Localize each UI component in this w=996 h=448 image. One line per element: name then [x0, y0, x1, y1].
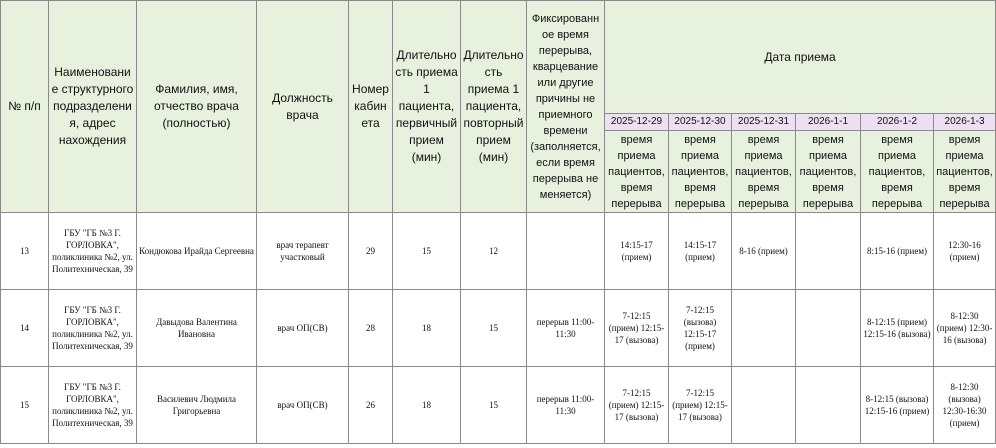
header-date-1[interactable]: 2025-12-29 [605, 114, 669, 131]
cell-date-1[interactable]: 14:15-17 (прием) [605, 213, 669, 290]
header-date-group[interactable]: Дата приема [605, 1, 996, 114]
header-date-5[interactable]: 2026-1-2 [861, 114, 934, 131]
table-row [1, 367, 996, 444]
cell-date-5[interactable]: 8-12:15 (прием) 12:15-16 (вызова) [861, 290, 934, 367]
header-sub-3[interactable]: время приема пациентов, время перерыва [732, 131, 796, 213]
header-dur-primary[interactable]: Длительность приема 1 пациента, первичный прием (мин) [393, 1, 461, 213]
header-sub-5[interactable]: время приема пациентов, время перерыва [861, 131, 934, 213]
header-sub-1[interactable]: время приема пациентов, время перерыва [605, 131, 669, 213]
cell-date-2[interactable]: 14:15-17 (прием) [669, 213, 732, 290]
cell-date-6[interactable]: 12:30-16 (прием) [934, 213, 996, 290]
cell-name[interactable]: Давыдова Валентина Ивановна [137, 290, 257, 367]
header-sub-6[interactable]: время приема пациентов, время перерыва [934, 131, 996, 213]
cell-date-4[interactable] [796, 213, 861, 290]
header-dept[interactable]: Наименование структурного подразделения, адрес нахождения [49, 1, 137, 213]
table-row [1, 213, 996, 290]
header-dur-repeat[interactable]: Длительность приема 1 пациента, повторный прием (мин) [461, 1, 527, 213]
cell-date-1[interactable]: 7-12:15 (прием) 12:15-17 (вызова) [605, 290, 669, 367]
cell-num[interactable]: 13 [1, 213, 49, 290]
cell-dur-repeat[interactable]: 15 [461, 367, 527, 444]
cell-name[interactable]: Василевич Людмила Григорьевна [137, 367, 257, 444]
header-date-2[interactable]: 2025-12-30 [669, 114, 732, 131]
cell-date-3[interactable] [732, 367, 796, 444]
header-room[interactable]: Номер кабинета [349, 1, 393, 213]
cell-position[interactable]: врач ОП(СВ) [257, 367, 349, 444]
cell-date-3[interactable] [732, 290, 796, 367]
cell-break[interactable] [527, 213, 605, 290]
cell-date-4[interactable] [796, 290, 861, 367]
cell-dur-repeat[interactable]: 12 [461, 213, 527, 290]
header-name[interactable]: Фамилия, имя, отчество врача (полностью) [137, 1, 257, 213]
header-date-4[interactable]: 2026-1-1 [796, 114, 861, 131]
cell-date-6[interactable]: 8-12:30 (прием) 12:30-16 (вызова) [934, 290, 996, 367]
cell-dur-repeat[interactable]: 15 [461, 290, 527, 367]
cell-dept[interactable]: ГБУ "ГБ №3 Г. ГОРЛОВКА", поликлиника №2, ул. Политехническая, 39 [49, 290, 137, 367]
header-position[interactable]: Должность врача [257, 1, 349, 213]
header-date-3[interactable]: 2025-12-31 [732, 114, 796, 131]
header-sub-4[interactable]: время приема пациентов, время перерыва [796, 131, 861, 213]
cell-position[interactable]: врач ОП(СВ) [257, 290, 349, 367]
cell-date-4[interactable] [796, 367, 861, 444]
cell-dur-primary[interactable]: 18 [393, 367, 461, 444]
cell-room[interactable]: 26 [349, 367, 393, 444]
cell-date-2[interactable]: 7-12:15 (прием) 12:15-17 (вызова) [669, 367, 732, 444]
cell-date-6[interactable]: 8-12:30 (вызова) 12:30-16:30 (прием) [934, 367, 996, 444]
cell-room[interactable]: 28 [349, 290, 393, 367]
cell-break[interactable]: перерыв 11:00-11:30 [527, 290, 605, 367]
cell-date-5[interactable]: 8-12:15 (вызова) 12:15-16 (прием) [861, 367, 934, 444]
header-break[interactable]: Фиксированное время перерыва, кварцевание или другие причины не приемного времени (заполняется, если время перерыва не меняется) [527, 1, 605, 213]
cell-dept[interactable]: ГБУ "ГБ №3 Г. ГОРЛОВКА", поликлиника №2, ул. Политехническая, 39 [49, 367, 137, 444]
cell-dept[interactable]: ГБУ "ГБ №3 Г. ГОРЛОВКА", поликлиника №2, ул. Политехническая, 39 [49, 213, 137, 290]
cell-date-3[interactable]: 8-16 (прием) [732, 213, 796, 290]
header-num[interactable]: № п/п [1, 1, 49, 213]
cell-break[interactable]: перерыв 11:00-11:30 [527, 367, 605, 444]
cell-position[interactable]: врач терапевт участковый [257, 213, 349, 290]
header-date-6[interactable]: 2026-1-3 [934, 114, 996, 131]
cell-dur-primary[interactable]: 15 [393, 213, 461, 290]
cell-num[interactable]: 15 [1, 367, 49, 444]
cell-date-2[interactable]: 7-12:15 (вызова) 12:15-17 (прием) [669, 290, 732, 367]
header-sub-2[interactable]: время приема пациентов, время перерыва [669, 131, 732, 213]
cell-dur-primary[interactable]: 18 [393, 290, 461, 367]
cell-date-1[interactable]: 7-12:15 (прием) 12:15-17 (вызова) [605, 367, 669, 444]
cell-room[interactable]: 29 [349, 213, 393, 290]
cell-num[interactable]: 14 [1, 290, 49, 367]
cell-name[interactable]: Кондюкова Ирайда Сергеевна [137, 213, 257, 290]
table-row [1, 290, 996, 367]
cell-date-5[interactable]: 8:15-16 (прием) [861, 213, 934, 290]
